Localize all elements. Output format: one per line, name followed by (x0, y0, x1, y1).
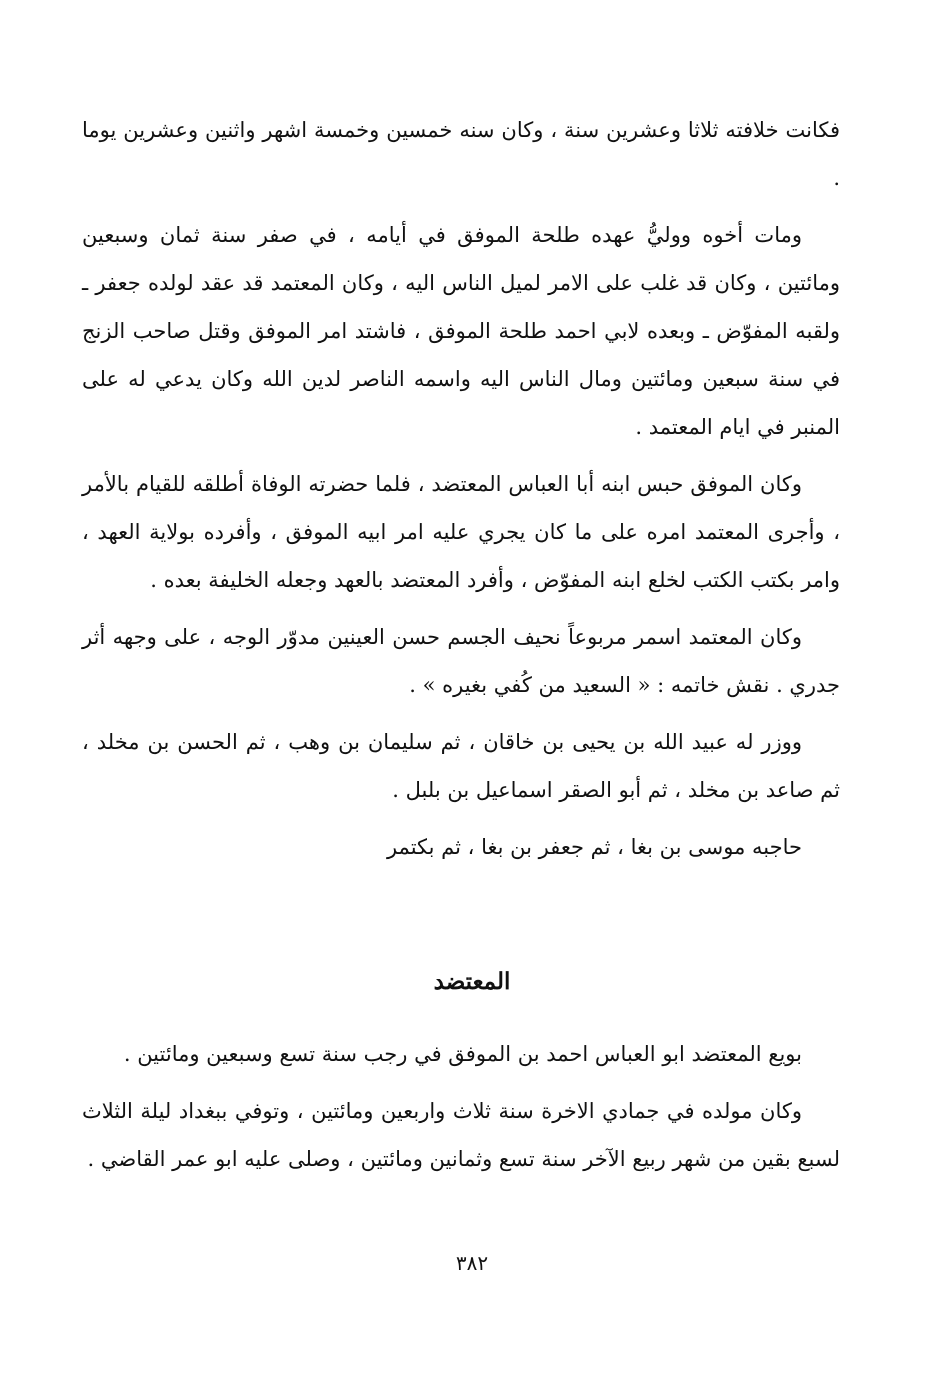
paragraph-caliphate-duration: فكانت خلافته ثلاثا وعشرين سنة ، وكان سنه خمسين وخمسة اشهر واثنين وعشرين يوما . (82, 118, 840, 190)
paragraph-description: وكان المعتمد اسمر مربوعاً نحيف الجسم حسن العينين مدوّر الوجه ، على وجهه أثر جدري . نقش خاتمه : « السعيد من كُفي بغيره » . (82, 625, 840, 697)
body-text-lower (82, 1030, 840, 1183)
paragraph-birth-death: وكان مولده في جمادي الاخرة سنة ثلاث واربعين ومائتين ، وتوفي ببغداد ليلة الثلاث لسبع بقين من شهر ربيع الآخر سنة تسع وثمانين ومائتين ، وصلى عليه ابو عمر القاضي . (82, 1099, 840, 1171)
paragraph-viziers: ووزر له عبيد الله بن يحيى بن خاقان ، ثم سليمان بن وهب ، ثم الحسن بن مخلد ، ثم صاعد بن مخلد ، ثم أبو الصقر اسماعيل بن بلبل . (82, 730, 840, 802)
paragraph-chamberlains: حاجبه موسى بن بغا ، ثم جعفر بن بغا ، ثم بكتمر (386, 835, 802, 859)
page-number: ٣٨٢ (455, 1251, 489, 1275)
paragraph-succession: وكان الموفق حبس ابنه أبا العباس المعتضد ، فلما حضرته الوفاة أطلقه للقيام بالأمر ، وأجرى المعتمد امره على ما كان يجري عليه امر ابيه الموفق ، وأفرده بولاية العهد ، وامر بكتب الكتب لخلع ابنه المفوّض ، وأفرد المعتضد بالعهد وجعله الخليفة بعده . (82, 472, 840, 592)
section-heading: المعتضد (433, 968, 511, 995)
body-text-upper (82, 106, 840, 871)
paragraph-allegiance: بويع المعتضد ابو العباس احمد بن الموفق في رجب سنة تسع وسبعين ومائتين . (123, 1042, 802, 1066)
paragraph-muwaffaq-death: ومات أخوه ووليُّ عهده طلحة الموفق في أيامه ، في صفر سنة ثمان وسبعين ومائتين ، وكان قد غلب على الامر لميل الناس اليه ، وكان المعتمد قد عقد لولده جعفر ـ ولقبه المفوّض ـ وبعده لابي احمد طلحة الموفق ، فاشتد امر الموفق وقتل صاحب الزنج في سنة سبعين ومائتين ومال الناس اليه واسمه الناصر لدين الله وكان يدعي له على المنبر في ايام المعتمد . (82, 223, 840, 439)
